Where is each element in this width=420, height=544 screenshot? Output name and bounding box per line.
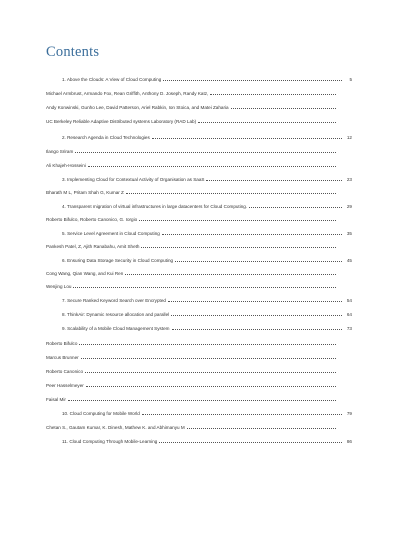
toc-entry-title: 11. Cloud Computing Through Mobile-Learning <box>62 439 158 444</box>
toc-authors <box>46 283 346 290</box>
toc-authors <box>46 396 346 403</box>
dot-leader <box>139 216 336 221</box>
toc-authors <box>46 104 346 111</box>
dot-leader <box>142 410 342 415</box>
dot-leader <box>172 325 343 330</box>
toc-authors-text: Roberto Bifulco, Roberto Canonico, G. Iorgio <box>46 217 138 222</box>
dot-leader <box>81 354 336 359</box>
toc-authors-text: Michael Armbrust, Armando Fox, Rean Griffith, Anthony D. Joseph, Randy Katz, <box>46 91 209 96</box>
toc-entry-page: 79 <box>346 411 352 416</box>
toc-authors <box>46 270 346 277</box>
toc-authors-text: Faisal Mir <box>46 397 66 402</box>
dot-leader <box>249 203 342 208</box>
toc-authors-text: Chetan S., Gautam Kumar, K. Dinesh, Mathew K. and Abhimanyu M <box>46 425 185 430</box>
toc-authors-text: Pankesh Patel, Z, Ajith Ranabahu, Amit Sheth <box>46 244 140 249</box>
toc-authors <box>46 189 346 196</box>
dot-leader <box>73 283 336 288</box>
toc-authors-text: Bharath M L, Pritam Shah G, Kumar Z <box>46 190 124 195</box>
toc-entry <box>62 438 352 445</box>
dot-leader <box>162 230 342 235</box>
dot-leader <box>79 340 336 345</box>
toc-authors <box>46 243 346 250</box>
toc-entry <box>62 297 352 304</box>
toc-entry-title: 6. Ensuring Data Storage Security in Cloud Computing <box>62 258 174 263</box>
toc-entry-page: 73 <box>346 326 352 331</box>
toc-authors <box>46 340 346 347</box>
toc-entry <box>62 230 352 237</box>
toc-entry <box>62 325 352 332</box>
toc-entry <box>62 257 352 264</box>
dot-leader <box>231 104 336 109</box>
dot-leader <box>86 382 336 387</box>
dot-leader <box>210 90 336 95</box>
toc-entry-page: 5 <box>349 77 352 82</box>
toc-entry <box>62 311 352 318</box>
toc-entry-title: 3. Implementing Cloud for Contextual Activity of Organisation as SaaS <box>62 177 205 182</box>
toc-entry-page: 54 <box>346 298 352 303</box>
toc-entry <box>62 203 352 210</box>
dot-leader <box>152 134 342 139</box>
toc-entry-page: 35 <box>346 231 352 236</box>
toc-entry-page: 23 <box>346 177 352 182</box>
dot-leader <box>175 257 342 262</box>
dot-leader <box>126 189 336 194</box>
toc-authors-text: Cong Wang, Qian Wang, and Kui Ren <box>46 271 124 276</box>
dot-leader <box>159 438 342 443</box>
toc-authors <box>46 354 346 361</box>
toc-entry-page: 64 <box>346 312 352 317</box>
toc-authors-text: Wenjing Lou <box>46 284 72 289</box>
toc-authors-text: Marcus Brunner <box>46 355 79 360</box>
page-title: Contents <box>46 44 100 60</box>
toc-authors <box>46 382 346 389</box>
toc-authors-text: Peer Hasselmeyer <box>46 383 84 388</box>
toc-entry-title: 10. Cloud Computing for Mobile World <box>62 411 140 416</box>
toc-authors-text: Ali Khajeh-Hosseini <box>46 163 86 168</box>
toc-authors <box>46 424 346 431</box>
toc-authors <box>46 148 346 155</box>
dot-leader <box>141 243 336 248</box>
toc-authors <box>46 216 346 223</box>
toc-entry <box>62 76 352 83</box>
toc-authors <box>46 90 346 97</box>
dot-leader <box>168 297 342 302</box>
toc-entry-title: 5. Service Level Agreement in Cloud Computing <box>62 231 160 236</box>
toc-authors <box>46 368 346 375</box>
toc-entry-title: 2. Research Agenda in Cloud Technologies <box>62 135 150 140</box>
dot-leader <box>171 311 342 316</box>
toc-entry-page: 86 <box>346 439 352 444</box>
toc-authors-text: Roberto Canonico <box>46 369 84 374</box>
dot-leader <box>125 270 336 275</box>
toc-authors-text: Ilango Sriram <box>46 149 74 154</box>
toc-entry-title: 7. Secure Ranked Keyword Search over Encrypted <box>62 298 166 303</box>
dot-leader <box>163 76 342 81</box>
toc-entry <box>62 134 352 141</box>
dot-leader <box>88 162 336 167</box>
toc-authors-text: Andy Konwinski, Gunho Lee, David Patterson, Ariel Rabkin, Ion Stoica, and Matei Zaharia <box>46 105 229 110</box>
toc-entry-title: 1. Above the Clouds: A View of Cloud Computing <box>62 77 162 82</box>
toc-entry <box>62 410 352 417</box>
toc-authors <box>46 118 346 125</box>
dot-leader <box>187 424 336 429</box>
toc-entry-title: 4. Transparent migration of virtual infrastructures in large datacenters for Cloud Computing. <box>62 204 248 209</box>
toc-authors <box>46 162 346 169</box>
toc-entry-title: 8. ThinkAir: Dynamic resource allocation and parallel <box>62 312 170 317</box>
toc-entry-page: 45 <box>346 258 352 263</box>
toc-entry-title: 9. Scalability of a Mobile Cloud Management System <box>62 326 170 331</box>
toc-entry-page: 12 <box>346 135 352 140</box>
toc-entry <box>62 176 352 183</box>
dot-leader <box>206 176 342 181</box>
dot-leader <box>75 148 336 153</box>
dot-leader <box>85 368 336 373</box>
dot-leader <box>198 118 336 123</box>
toc-authors-text: Roberto Bifulco <box>46 341 78 346</box>
toc-entry-page: 29 <box>346 204 352 209</box>
dot-leader <box>68 396 336 401</box>
toc-authors-text: UC Berkeley Reliable Adaptive Distributed systems Laboratory (RAD Lab) <box>46 119 197 124</box>
